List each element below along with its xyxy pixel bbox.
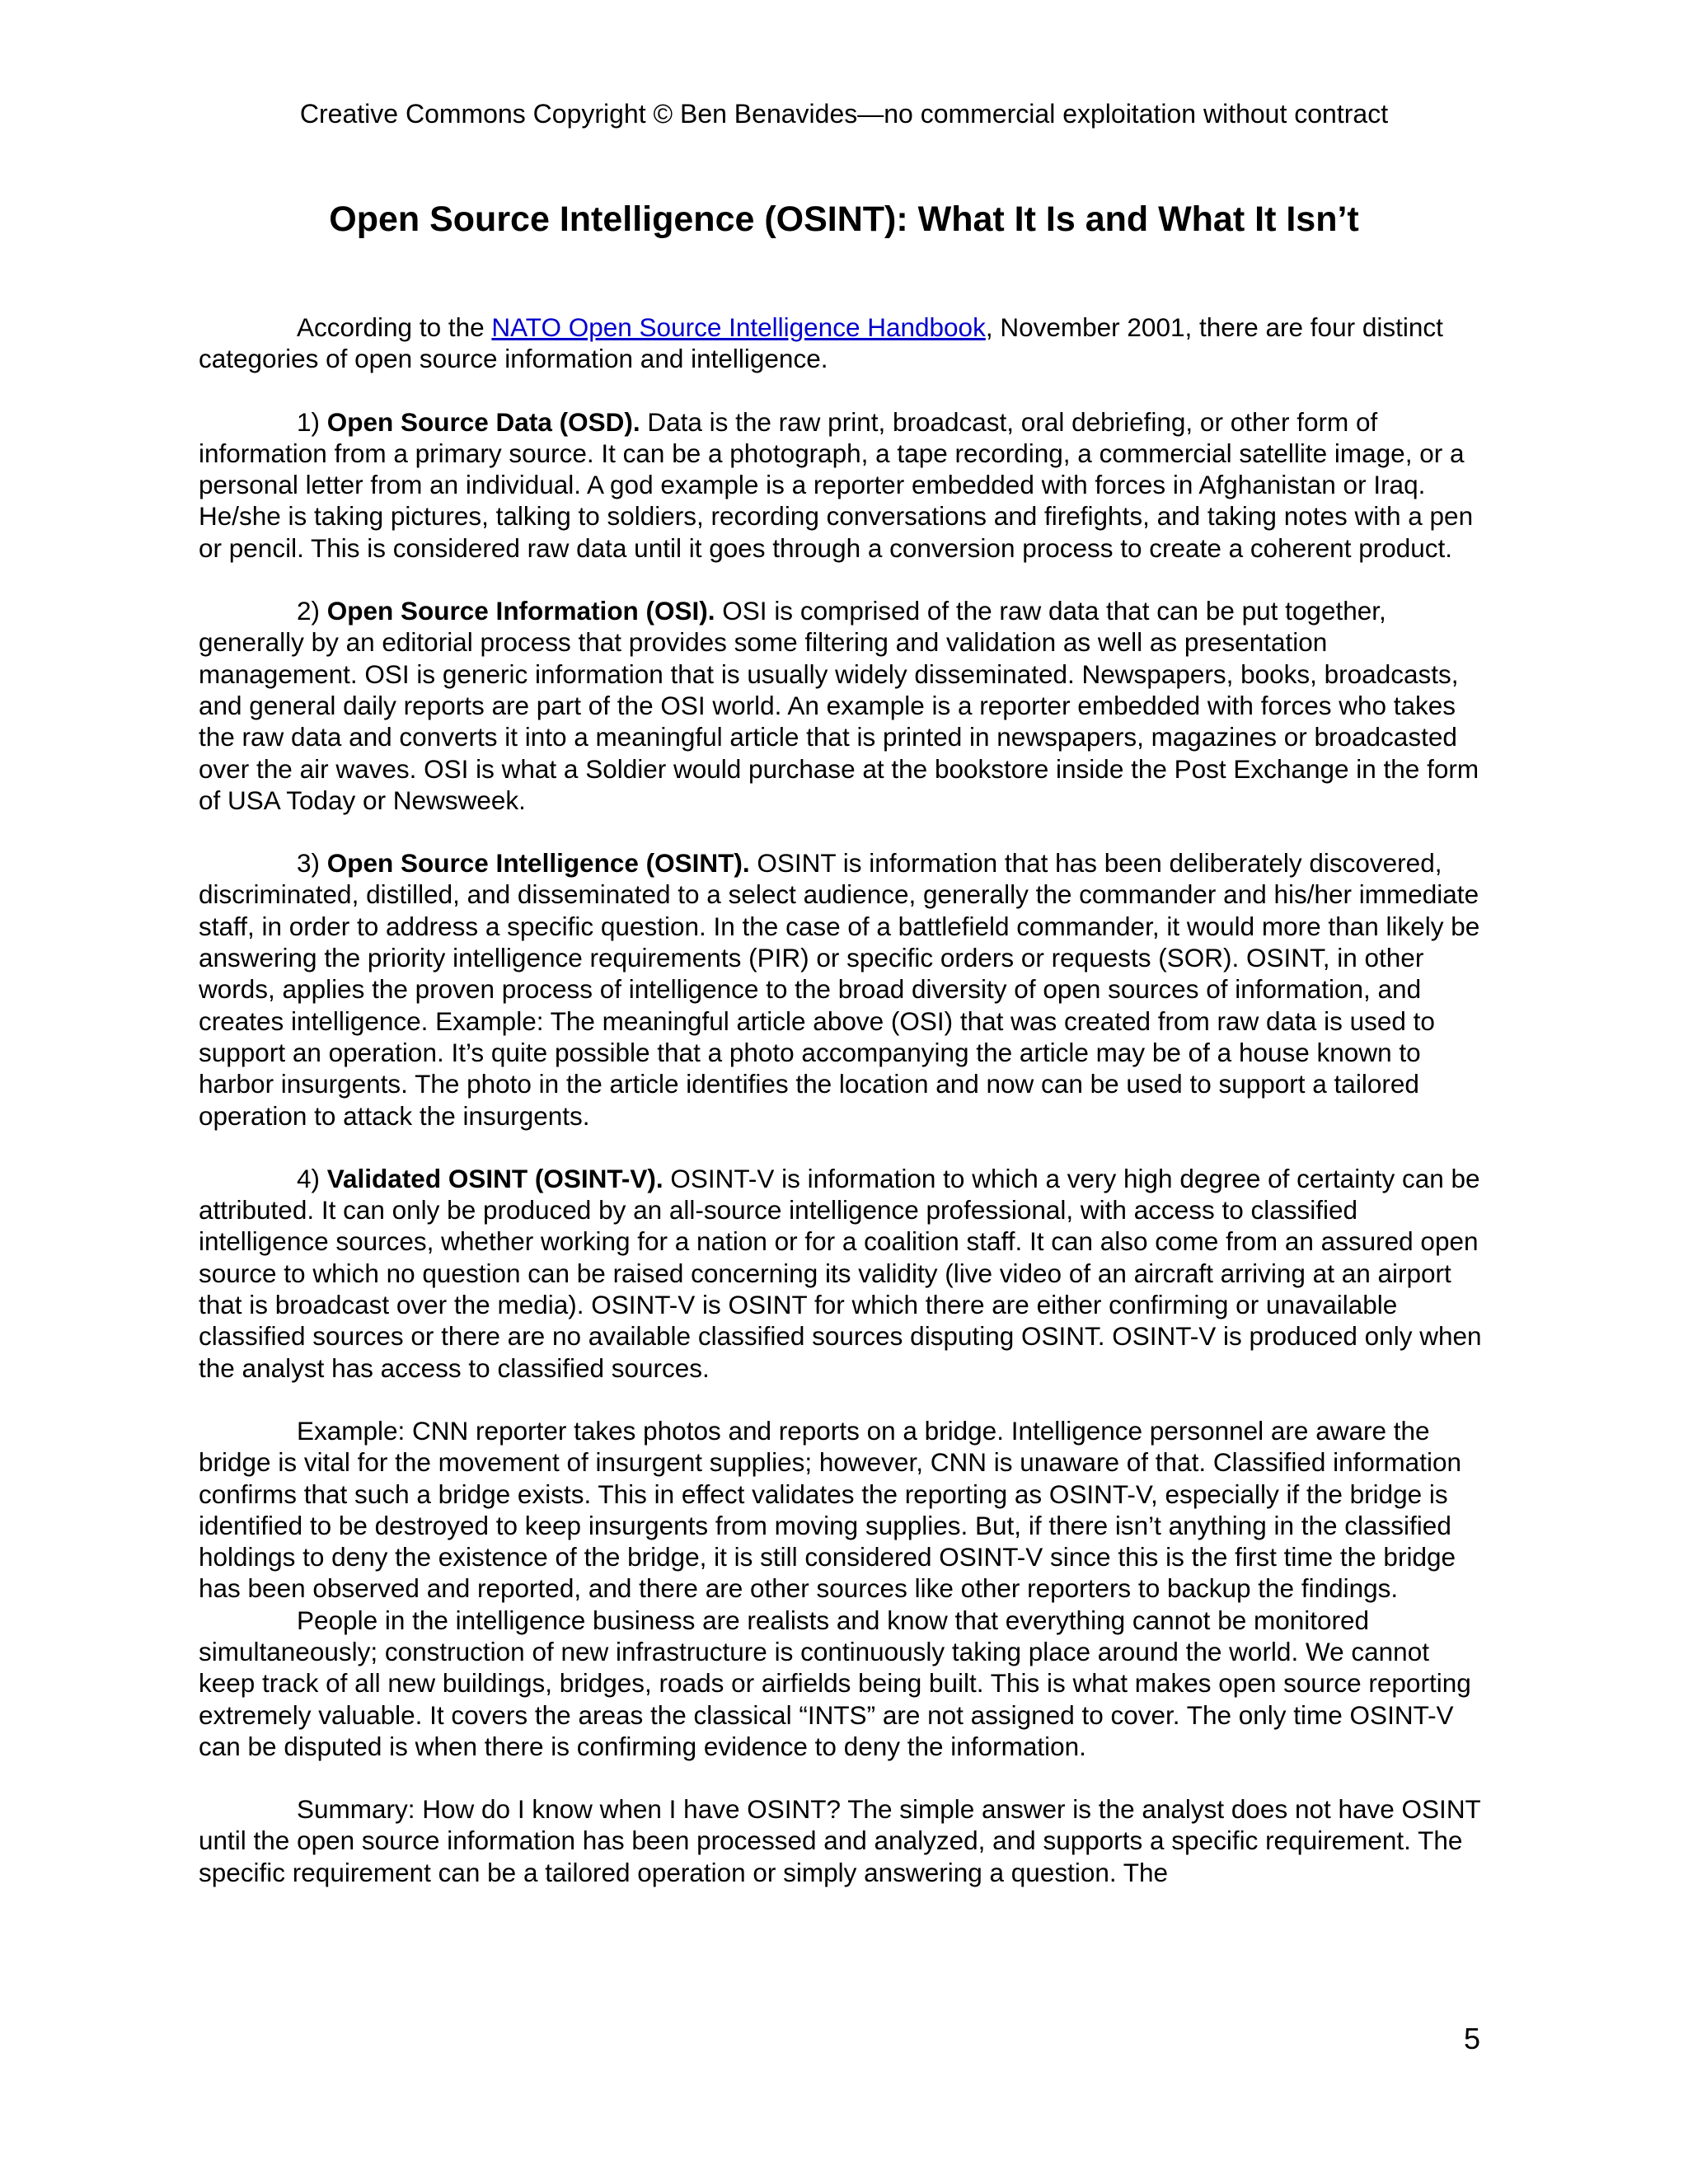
intro-after-link: , November 2001, there are four distinct categories of open source information and intelligence. <box>199 312 1443 374</box>
category-text: OSI is comprised of the raw data that can be put together, generally by an editorial process that provides some filtering and validation as well as presentation management. OSI is generic information that is usually widely disseminated. Newspapers, books, broadcasts, and general daily reports are part of the OSI world. An example is a reporter embedded with forces who takes the raw data and converts it into a meaningful article that is printed in newspapers, magazines or broadcasted over the air waves. OSI is what a Soldier would purchase at the bookstore inside the Post Exchange in the form of USA Today or Newsweek. <box>199 596 1479 815</box>
page-title: Open Source Intelligence (OSINT): What It Is and What It Isn’t <box>329 199 1359 239</box>
category-heading: Open Source Intelligence (OSINT). <box>326 848 750 879</box>
category-number: 3) <box>297 848 327 879</box>
category-heading: Open Source Data (OSD). <box>326 406 640 437</box>
category-paragraph-osint-v <box>199 1163 1489 1384</box>
category-text: OSINT-V is information to which a very high degree of certainty can be attributed. It can only be produced by an all-source intelligence professional, with access to classified intelligence sources, whether working for a nation or for a coalition staff. It can also come from an assured open source to which no question can be raised concerning its validity (live video of an aircraft arriving at an airport that is broadcast over the media). OSINT-V is OSINT for which there are either confirming or unavailable classified sources or there are no available classified sources disputing OSINT. OSINT-V is produced only when the analyst has access to classified sources. <box>199 1163 1482 1383</box>
category-heading: Open Source Information (OSI). <box>326 596 715 626</box>
copyright-header: Creative Commons Copyright © Ben Benavides—no commercial exploitation without contract <box>299 99 1389 129</box>
summary-paragraph: Summary: How do I know when I have OSINT? The simple answer is the analyst does not have OSINT until the open source information has been processed and analyzed, and supports a specific requirement. The specific requirement can be a tailored operation or simply answering a question. The <box>199 1794 1481 1887</box>
category-paragraph-osi <box>199 595 1489 816</box>
intro-paragraph <box>199 312 1489 375</box>
page-number: 5 <box>1464 2022 1481 2055</box>
category-number: 2) <box>297 596 327 626</box>
category-text: Data is the raw print, broadcast, oral debriefing, or other form of information from a primary source. It can be a photograph, a tape recording, a commercial satellite image, or a personal letter from an individual. A god example is a reporter embedded with forces in Afghanistan or Iraq. He/she is taking pictures, talking to soldiers, recording conversations and firefights, and taking notes with a pen or pencil. This is considered raw data until it goes through a conversion process to create a coherent product. <box>199 406 1474 563</box>
category-number: 4) <box>297 1163 327 1193</box>
example-paragraph: Example: CNN reporter takes photos and reports on a bridge. Intelligence personnel are aware the bridge is vital for the movement of insurgent supplies; however, CNN is unaware of that. Classified information confirms that such a bridge exists. This in effect validates the reporting as OSINT-V, especially if the bridge is identified to be destroyed to keep insurgents from moving supplies. But, if there isn’t anything in the classified holdings to deny the existence of the bridge, it is still considered OSINT-V since this is the first time the bridge has been observed and reported, and there are other sources like other reporters to backup the findings. <box>199 1415 1461 1604</box>
category-paragraph-osint <box>199 847 1489 1132</box>
nato-handbook-link[interactable]: NATO Open Source Intelligence Handbook <box>491 312 986 342</box>
intro-before-link: According to the <box>297 312 492 342</box>
people-paragraph: People in the intelligence business are realists and know that everything cannot be monitored simultaneously; construction of new infrastructure is continuously taking place around the world. We cannot keep track of all new buildings, bridges, roads or airfields being built. This is what makes open source reporting extremely valuable. It covers the areas the classical “INTS” are not assigned to cover. The only time OSINT-V can be disputed is when there is confirming evidence to deny the information. <box>199 1605 1471 1761</box>
category-number: 1) <box>297 406 327 437</box>
category-paragraph-osd <box>199 406 1489 564</box>
category-text: OSINT is information that has been deliberately discovered, discriminated, distilled, and disseminated to a select audience, generally the commander and his/her immediate staff, in order to address a specific question. In the case of a battlefield commander, it would more than likely be answering the priority intelligence requirements (PIR) or specific orders or requests (SOR). OSINT, in other words, applies the proven process of intelligence to the broad diversity of open sources of information, and creates intelligence. Example: The meaningful article above (OSI) that was created from raw data is used to support an operation. It’s quite possible that a photo accompanying the article may be of a house known to harbor insurgents. The photo in the article identifies the location and now can be used to support a tailored operation to attack the insurgents. <box>199 848 1480 1131</box>
document-body <box>199 312 1489 1888</box>
category-heading: Validated OSINT (OSINT-V). <box>326 1163 663 1193</box>
